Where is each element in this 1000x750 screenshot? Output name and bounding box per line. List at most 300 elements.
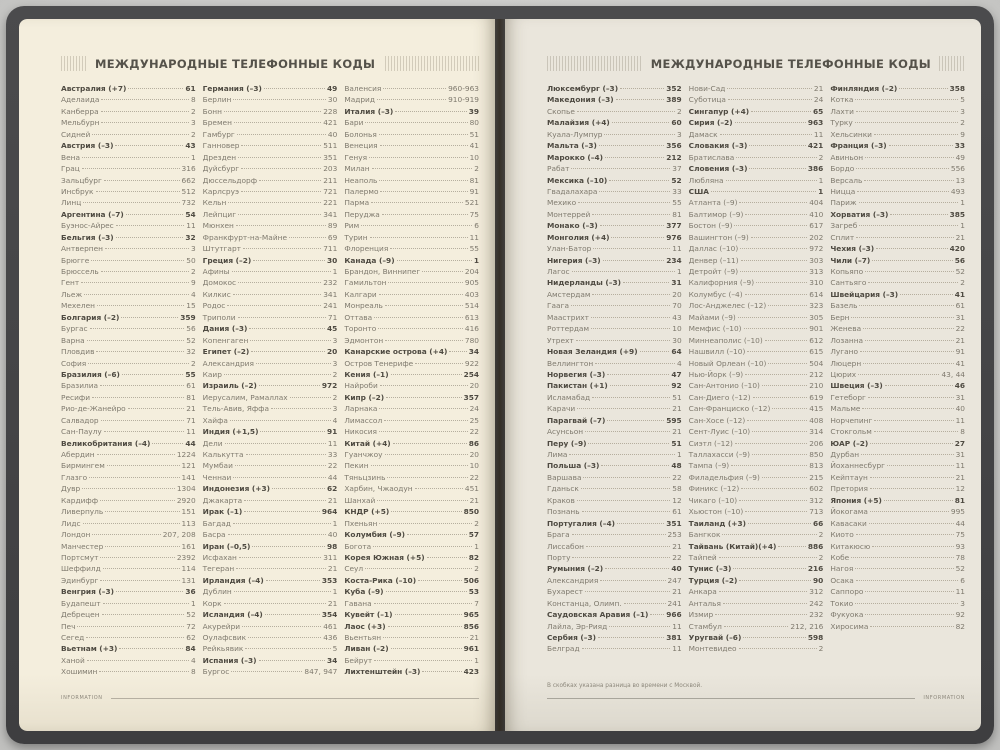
entry-name: Сантьяго [830, 278, 867, 288]
entry-code: 7 [474, 598, 479, 608]
entry-name: Ливан (–2) [344, 644, 389, 654]
city-row [830, 472, 965, 483]
entry-code: 37 [672, 164, 682, 174]
dot-leader [104, 431, 185, 432]
dot-leader [82, 157, 189, 158]
city-row [689, 232, 824, 243]
country-row [689, 186, 824, 197]
dot-leader [361, 225, 472, 226]
country-row [61, 140, 196, 151]
dot-leader [741, 260, 808, 261]
entry-name: Анкара [688, 587, 717, 597]
dot-leader [874, 134, 958, 135]
country-row [689, 163, 824, 174]
city-row [344, 426, 479, 437]
dot-leader [863, 363, 953, 364]
entry-name: Болонья [344, 129, 377, 139]
dot-leader [380, 385, 468, 386]
country-row [547, 117, 682, 128]
entry-name: Флоренция [344, 244, 389, 254]
city-row [61, 380, 196, 391]
left-page-header [61, 55, 479, 72]
entry-name: Израиль (–2) [202, 381, 257, 391]
entry-name: Познань [547, 507, 580, 517]
entry-name: Антверпен [61, 244, 103, 254]
entry-name: Сидней [61, 129, 91, 139]
entry-name: Норвегия (–3) [547, 369, 606, 379]
entry-code: 910-919 [448, 95, 479, 105]
city-row [203, 175, 338, 186]
dot-leader [224, 111, 321, 112]
country-row [830, 380, 965, 391]
entry-code: 61 [672, 507, 682, 517]
entry-code: 905 [464, 278, 479, 288]
city-row [61, 106, 196, 117]
entry-name: Новый Орлеан (–10) [688, 358, 767, 368]
dot-leader [251, 351, 325, 352]
dot-leader [747, 351, 807, 352]
entry-code: 234 [666, 255, 682, 265]
entry-code: 358 [949, 84, 965, 93]
entry-name: Вьетнам (+3) [61, 644, 118, 654]
dot-leader [753, 397, 808, 398]
entry-code: 2 [818, 530, 824, 540]
city-row [830, 94, 965, 105]
dot-leader [720, 134, 812, 135]
entry-code: 21 [672, 587, 682, 597]
entry-code: 311 [323, 552, 338, 562]
entry-code: 49 [955, 152, 965, 162]
entry-code: 47 [671, 369, 682, 379]
entry-name: Миннеаполис (–10) [688, 335, 763, 345]
dot-leader [778, 546, 805, 547]
city-row [344, 335, 479, 346]
dot-leader [585, 431, 670, 432]
entry-name: Найроби [344, 381, 378, 391]
entry-name: Канарские острова (+4) [344, 347, 448, 357]
dot-leader [889, 145, 953, 146]
entry-name: Португалия (–4) [547, 518, 616, 528]
country-row [830, 209, 965, 220]
dot-leader [88, 363, 189, 364]
codes-column-5 [689, 83, 824, 655]
entry-code: 21 [327, 598, 338, 608]
country-row [547, 518, 682, 529]
city-row [689, 346, 824, 357]
entry-code: 2392 [176, 552, 196, 562]
city-row [830, 358, 965, 369]
dot-leader [768, 363, 807, 364]
dot-leader [872, 546, 953, 547]
entry-code: 1 [332, 518, 338, 528]
entry-code: 780 [464, 335, 479, 345]
entry-name: Таиланд (+3) [688, 518, 747, 528]
entry-name: Эдинбург [61, 575, 99, 585]
entry-code: 90 [813, 575, 824, 585]
dot-leader [92, 534, 160, 535]
entry-name: Хорватия (–3) [830, 209, 889, 219]
entry-code: 415 [809, 404, 824, 414]
entry-code: 721 [323, 186, 338, 196]
entry-code: 11 [955, 415, 965, 425]
dot-leader [388, 626, 462, 627]
entry-code: 1 [474, 541, 479, 551]
city-row [344, 358, 479, 369]
entry-name: Дуйсбург [202, 164, 240, 174]
dot-leader [603, 260, 665, 261]
entry-code: 6 [474, 221, 479, 231]
dot-leader [290, 397, 331, 398]
entry-name: Япония (+5) [830, 495, 882, 505]
dot-leader [105, 546, 179, 547]
entry-name: Лахти [830, 106, 854, 116]
entry-name: Гданьск [547, 484, 579, 494]
city-row [203, 277, 338, 288]
dot-leader [236, 225, 326, 226]
dot-leader [599, 145, 664, 146]
dot-leader [244, 511, 320, 512]
dot-leader [228, 534, 326, 535]
city-row [344, 129, 479, 140]
dot-leader [740, 271, 807, 272]
entry-code: 82 [468, 552, 479, 562]
entry-code: 711 [323, 244, 338, 254]
entry-name: Лагос [547, 267, 570, 276]
country-row [344, 643, 479, 654]
dot-leader [884, 500, 953, 501]
dot-leader [856, 111, 958, 112]
city-row [689, 438, 824, 449]
dot-leader [577, 111, 675, 112]
entry-name: Оттава [344, 312, 373, 322]
entry-code: 31 [955, 392, 965, 402]
entry-code: 3 [332, 335, 338, 345]
country-row [344, 506, 479, 517]
entry-name: Мальме [830, 404, 861, 414]
dot-leader [607, 374, 669, 375]
entry-name: Лидс [61, 518, 81, 528]
city-row [830, 518, 965, 529]
city-row [689, 598, 824, 609]
entry-name: Корк [202, 598, 222, 608]
dot-leader [591, 328, 670, 329]
entry-code: 141 [181, 472, 196, 482]
country-row [689, 140, 824, 151]
dot-leader [855, 568, 953, 569]
city-row [61, 541, 196, 552]
dot-leader [86, 637, 184, 638]
page-title: МЕЖДУНАРОДНЫЕ ТЕЛЕФОННЫЕ КОДЫ [650, 56, 931, 71]
entry-name: Сан-Франциско (–12) [688, 404, 771, 414]
entry-name: Мумбаи [202, 461, 233, 471]
entry-code: 310 [809, 278, 824, 288]
entry-name: Басра [202, 530, 226, 540]
dot-leader [245, 648, 330, 649]
entry-name: Мексика (–10) [547, 175, 608, 185]
dot-leader [391, 648, 462, 649]
city-row [830, 449, 965, 460]
entry-name: Киото [830, 530, 854, 540]
entry-code: 241 [323, 301, 338, 311]
entry-name: Египет (–2) [202, 347, 250, 357]
codes-column-2 [203, 83, 338, 678]
dot-leader [82, 168, 180, 169]
dot-leader [121, 317, 178, 318]
dot-leader [103, 568, 180, 569]
dot-leader [101, 271, 189, 272]
entry-name: Коста-Рика (–10) [344, 575, 417, 585]
entry-code: 161 [181, 541, 196, 551]
city-row [61, 632, 196, 643]
city-row [547, 621, 682, 632]
entry-name: Исламабад [547, 392, 591, 402]
dot-leader [858, 374, 939, 375]
country-row [547, 140, 682, 151]
entry-name: Лейпциг [202, 209, 237, 219]
dot-leader [384, 420, 467, 421]
entry-code: 98 [327, 541, 338, 551]
entry-name: Норчепинг [830, 415, 873, 425]
entry-name: Ницца [830, 186, 856, 196]
city-row [203, 632, 338, 643]
entry-name: Рабат [547, 164, 570, 174]
city-row [61, 666, 196, 677]
entry-name: США [688, 186, 709, 196]
entry-name: Кения (–1) [344, 369, 389, 379]
dot-leader [244, 500, 326, 501]
entry-code: 56 [954, 255, 965, 265]
city-row [689, 460, 824, 471]
entry-name: Марокко (–4) [547, 152, 603, 162]
entry-code: 212 [666, 152, 682, 162]
entry-code: 44 [955, 518, 965, 528]
entry-code: 10 [672, 324, 682, 334]
entry-name: Каир [202, 369, 222, 379]
entry-code: 46 [954, 381, 965, 391]
entry-name: Уругвай (–6) [688, 633, 742, 642]
dot-leader [728, 99, 812, 100]
entry-name: Греция (–2) [202, 255, 252, 265]
dot-leader [241, 168, 321, 169]
dot-leader [234, 122, 321, 123]
country-row [689, 518, 824, 529]
dot-leader [855, 99, 958, 100]
entry-name: Дамаск [688, 129, 718, 139]
entry-name: Лондон [61, 530, 91, 540]
city-row [61, 552, 196, 563]
city-row [61, 472, 196, 483]
entry-name: Лима [547, 450, 568, 459]
city-row [61, 335, 196, 346]
entry-name: Бельгия (–3) [61, 232, 114, 242]
entry-name: Салвадор [61, 415, 99, 425]
entry-name: Балтимор (–9) [688, 209, 744, 219]
entry-name: Дурбан [830, 450, 860, 459]
entry-name: Варна [61, 335, 85, 345]
entry-code: 514 [464, 301, 479, 311]
entry-name: Брюгге [61, 255, 90, 265]
entry-code: 20 [672, 289, 682, 299]
dot-leader [740, 248, 807, 249]
entry-code: 2 [474, 164, 479, 174]
entry-name: Измир [688, 610, 714, 620]
city-row [203, 598, 338, 609]
city-row [344, 495, 479, 506]
dot-leader [598, 637, 664, 638]
dot-leader [864, 180, 953, 181]
dot-leader [369, 157, 468, 158]
entry-name: Калифорния (–9) [688, 278, 755, 288]
city-row [830, 541, 965, 552]
city-row [344, 209, 479, 220]
entry-code: 228 [323, 106, 338, 116]
entry-code: 602 [809, 484, 824, 494]
entry-name: Богота [344, 541, 372, 551]
entry-name: Хьюстон (–10) [688, 507, 744, 517]
city-row [344, 415, 479, 426]
entry-name: Бремен [202, 118, 232, 128]
entry-code: 52 [186, 335, 196, 345]
city-row [203, 392, 338, 403]
entry-code: 33 [672, 186, 682, 196]
dot-leader [578, 202, 670, 203]
entry-name: Саудовская Аравия (–1) [547, 610, 649, 620]
city-row [203, 369, 338, 380]
entry-code: 3 [190, 244, 196, 254]
entry-code: 732 [181, 198, 196, 208]
dot-leader [380, 191, 467, 192]
entry-code: 30 [672, 335, 682, 345]
city-row [203, 403, 338, 414]
entry-code: 12 [955, 484, 965, 494]
dot-leader [96, 351, 184, 352]
entry-code: 206 [809, 438, 824, 448]
entry-name: Эдмонтон [344, 335, 384, 345]
entry-code: 886 [807, 541, 824, 551]
entry-name: Польша (–3) [547, 461, 600, 471]
dot-leader [99, 671, 189, 672]
entry-code: 506 [463, 575, 479, 585]
city-row [61, 289, 196, 300]
entry-code: 22 [327, 461, 338, 471]
city-row [203, 495, 338, 506]
country-row [689, 632, 824, 643]
dot-leader [230, 420, 331, 421]
entry-code: 212 [809, 369, 824, 379]
entry-code: 2 [818, 552, 824, 562]
entry-code: 24 [813, 95, 824, 105]
dot-leader [387, 477, 467, 478]
entry-code: 352 [666, 84, 682, 93]
codes-column-6 [830, 83, 965, 655]
entry-code: 1 [474, 655, 479, 665]
entry-name: Аделаида [61, 95, 100, 105]
city-row [689, 426, 824, 437]
dot-leader [577, 500, 670, 501]
country-row [344, 575, 479, 586]
entry-code: 1 [190, 598, 196, 608]
entry-code: 91 [955, 347, 965, 357]
dot-leader [592, 397, 670, 398]
entry-name: Чикаго (–10) [688, 495, 738, 505]
city-row [344, 266, 479, 277]
entry-name: Бухарест [547, 587, 583, 597]
entry-code: 512 [181, 186, 196, 196]
entry-name: Калькутта [202, 450, 244, 459]
entry-code: 41 [469, 141, 479, 151]
dot-leader [870, 511, 949, 512]
entry-code: 461 [323, 621, 338, 631]
dot-leader [365, 122, 467, 123]
entry-code: 53 [468, 587, 479, 597]
city-row [830, 483, 965, 494]
city-row [547, 426, 682, 437]
codes-column-3 [344, 83, 479, 678]
entry-code: 353 [321, 575, 338, 585]
entry-code: 377 [666, 221, 682, 231]
entry-name: Генуя [344, 152, 368, 162]
entry-code: 847, 947 [304, 667, 338, 677]
dot-leader [768, 305, 807, 306]
right-page-header [547, 55, 965, 72]
entry-name: Краков [547, 495, 575, 505]
dot-leader [246, 454, 326, 455]
entry-code: 50 [186, 255, 196, 265]
entry-code: 612 [809, 335, 824, 345]
entry-code: 81 [672, 209, 682, 219]
country-row [61, 83, 196, 94]
city-row [830, 586, 965, 597]
dot-leader [609, 180, 669, 181]
city-row [61, 483, 196, 494]
entry-name: Канберра [61, 106, 99, 116]
city-row [547, 312, 682, 323]
city-row [344, 300, 479, 311]
entry-name: Дрезден [202, 152, 237, 162]
entry-code: 81 [954, 495, 965, 505]
entry-code: 813 [809, 461, 824, 471]
city-row [547, 506, 682, 517]
city-row [830, 163, 965, 174]
entry-name: Карачи [547, 404, 576, 414]
entry-name: Дебрецен [61, 610, 100, 620]
dot-leader [260, 431, 325, 432]
entry-name: Вьентьян [344, 633, 382, 642]
country-row [61, 232, 196, 243]
country-row [344, 392, 479, 403]
city-row [547, 209, 682, 220]
entry-code: 39 [468, 106, 479, 116]
dot-leader [415, 363, 463, 364]
dot-leader [385, 305, 463, 306]
entry-code: 598 [807, 633, 824, 642]
dot-leader [266, 580, 320, 581]
entry-name: София [61, 358, 87, 368]
entry-name: Сплит [830, 232, 855, 242]
entry-code: 22 [955, 324, 965, 334]
entry-name: Торонто [344, 324, 377, 334]
country-row [203, 506, 338, 517]
dot-leader [236, 568, 326, 569]
entry-name: Килкис [202, 289, 231, 299]
dot-leader [243, 248, 321, 249]
dot-leader [271, 408, 331, 409]
city-row [689, 506, 824, 517]
city-row [547, 243, 682, 254]
entry-code: 521 [464, 198, 479, 208]
city-row [344, 117, 479, 128]
city-row [203, 666, 338, 677]
